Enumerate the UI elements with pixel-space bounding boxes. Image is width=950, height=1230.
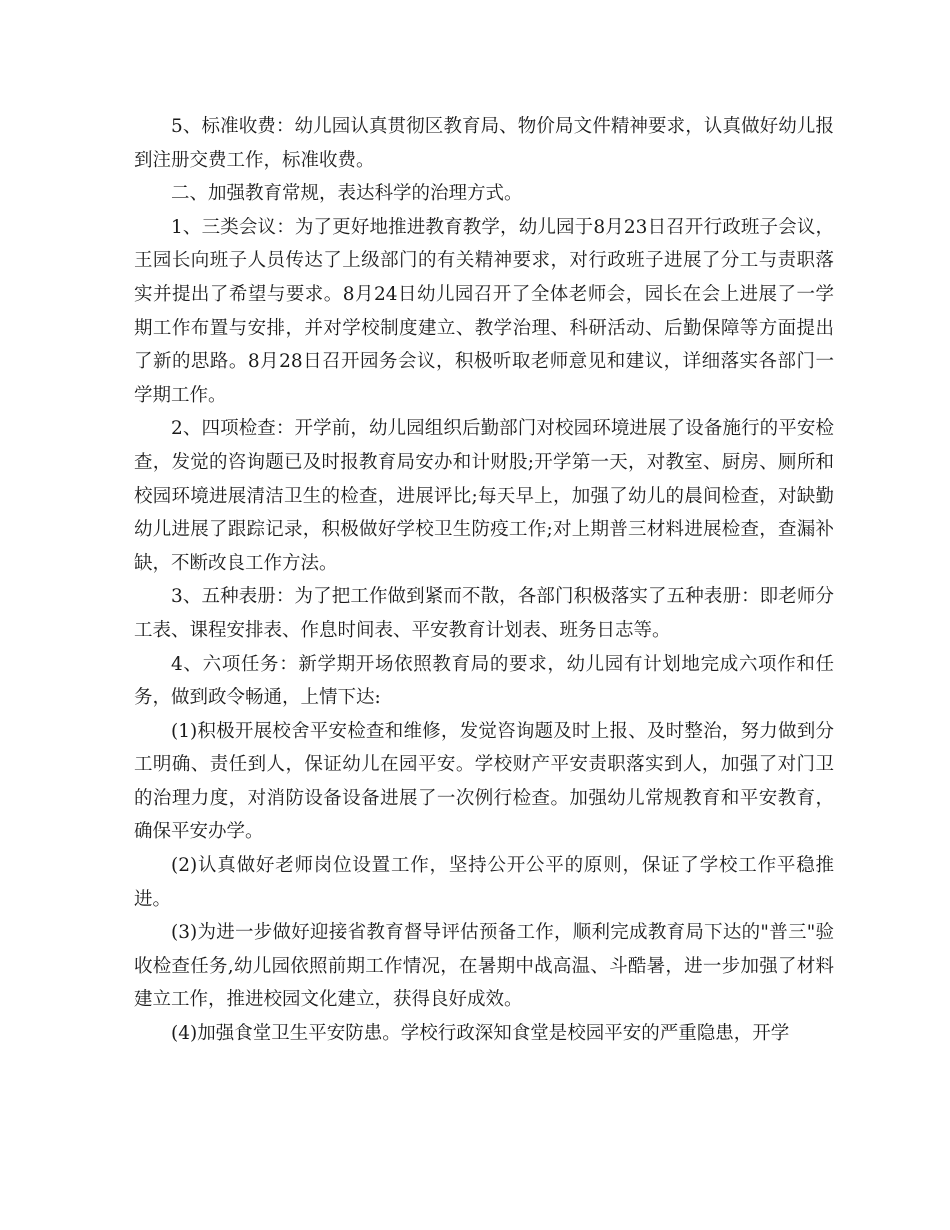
paragraph-standard-fees: 5、标准收费：幼儿园认真贯彻区教育局、物价局文件精神要求，认真做好幼儿报到注册交费工作，标准收费。 <box>134 116 834 171</box>
paragraph-task-2: (2)认真做好老师岗位设置工作，坚持公开公平的原则，保证了学校工作平稳推进。 <box>134 855 834 910</box>
paragraph-three-meetings: 1、三类会议：为了更好地推进教育教学，幼儿园于8月23日召开行政班子会议，王园长向班子人员传达了上级部门的有关精神要求，对行政班子进展了分工与责职落实并提出了希望与要求。8月24日幼儿园召开了全体老师会，园长在会上进展了一学期工作布置与安排，并对学校制度建立、教学治理、科研活动、后勤保障等方面提出了新的思路。8月28日召开园务会议，积极听取老师意见和建议，详细落实各部门一学期工作。 <box>134 216 834 406</box>
paragraph-four-inspections: 2、四项检查：开学前，幼儿园组织后勤部门对校园环境进展了设备施行的平安检查，发觉的咨询题已及时报教育局安办和计财股;开学第一天，对教室、厨房、厕所和校园环境进展清洁卫生的检查，进展评比;每天早上，加强了幼儿的晨间检查，对缺勤幼儿进展了跟踪记录，积极做好学校卫生防疫工作;对上期普三材料进展检查，查漏补缺，不断改良工作方法。 <box>134 418 834 574</box>
paragraph-five-forms: 3、五种表册：为了把工作做到紧而不散，各部门积极落实了五种表册：即老师分工表、课程安排表、作息时间表、平安教育计划表、班务日志等。 <box>134 586 834 641</box>
paragraph-six-tasks: 4、六项任务：新学期开场依照教育局的要求，幼儿园有计划地完成六项作和任务，做到政令畅通，上情下达: <box>134 653 834 709</box>
paragraph-task-4: (4)加强食堂卫生平安防患。学校行政深知食堂是校园平安的严重隐患，开学 <box>171 1023 790 1045</box>
paragraph-task-1: (1)积极开展校舍平安检查和维修，发觉咨询题及时上报、及时整治，努力做到分工明确、责任到人，保证幼儿在园平安。学校财产平安责职落实到人，加强了对门卫的治理力度，对消防设备设备进展了一次例行检查。加强幼儿常规教育和平安教育，确保平安办学。 <box>134 720 834 843</box>
paragraph-task-3: (3)为进一步做好迎接省教育督导评估预备工作，顺利完成教育局下达的"普三"验收检查任务,幼儿园依照前期工作情况，在暑期中战高温、斗酷暑，进一步加强了材料建立工作，推进校园文化建立，获得良好成效。 <box>134 922 834 1011</box>
document-body <box>134 110 834 1051</box>
section-heading-education-routine: 二、加强教育常规，表达科学的治理方式。 <box>171 183 523 205</box>
